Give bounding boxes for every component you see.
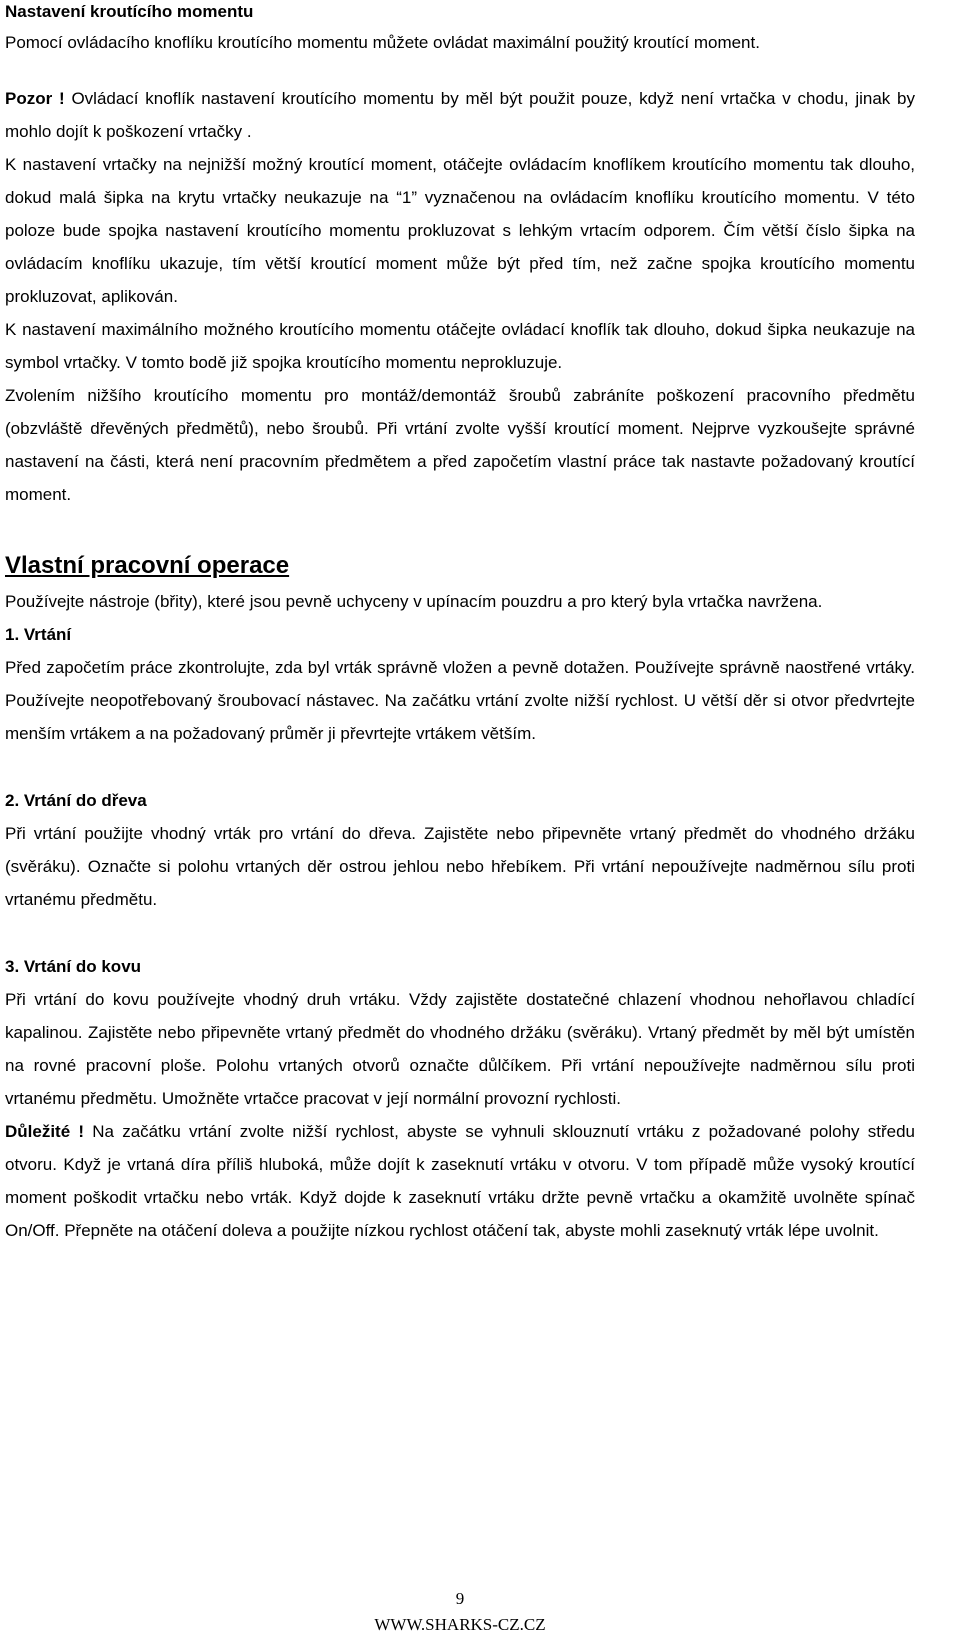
spacer [5,58,915,82]
document-page [5,0,915,1247]
important-note [5,1115,915,1247]
torque-paragraph-2: K nastavení maximálního možného kroutícího momentu otáčejte ovládací knoflík tak dlouho, dokud šipka neukazuje na symbol vrtačky. V tomto bodě již spojka kroutícího momentu neprokluzuje. [5,320,915,372]
torque-paragraph-1: K nastavení vrtačky na nejnižší možný kroutící moment, otáčejte ovládacím knoflíkem kroutícího momentu tak dlouho, dokud malá šipka na krytu vrtačky neukazuje na “1” vyznačenou na ovládacím knoflíku kroutícího momentu. V této poloze bude spojka nastavení kroutícího momentu prokluzovat s lehkým vrtacím odporem. Čím větší číslo šipka na ovládacím knoflíku ukazuje, tím větší kroutící moment může být před tím, než začne spojka kroutícího momentu prokluzovat, aplikován. [5,155,915,306]
spacer [5,750,915,784]
torque-title: Nastavení kroutícího momentu [5,2,254,21]
operations-title: Vlastní pracovní operace [5,552,290,579]
section-1-text: Před započetím práce zkontrolujte, zda byl vrták správně vložen a pevně dotažen. Používejte správně naostřené vrtáky. Používejte neopotřebovaný šroubovací nástavec. Na začátku vrtání zvolte nižší rychlost. U větší děr si otvor předvrtejte menším vrtákem a na požadovaný průměr ji převrtejte vrtákem větším. [5,658,915,743]
section-3-text: Při vrtání do kovu používejte vhodný druh vrtáku. Vždy zajistěte dostatečné chlazení vhodnou nehořlavou chladící kapalinou. Zajistěte nebo připevněte vrtaný předmět do vhodného držáku (svěráku). Vrtaný předmět by měl být umístěn na rovné pracovní ploše. Polohu vrtaných otvorů označte důlčíkem. Při vrtání nepoužívejte nadměrnou sílu proti vrtanému předmětu. Umožněte vrtačce pracovat v její normální provozní rychlosti. [5,990,915,1108]
torque-warning [5,82,915,148]
section-2-text: Při vrtání použijte vhodný vrták pro vrtání do dřeva. Zajistěte nebo připevněte vrtaný předmět do vhodného držáku (svěráku). Označte si polohu vrtaných děr ostrou jehlou nebo hřebíkem. Při vrtání nepoužívejte nadměrnou sílu proti vrtanému předmětu. [5,824,915,909]
spacer [5,511,915,551]
warning-text: Ovládací knoflík nastavení kroutícího momentu by měl být použit pouze, když není vrtačka v chodu, jinak by mohlo dojít k poškození vrtačky . [5,89,916,141]
torque-intro: Pomocí ovládacího knoflíku kroutícího momentu můžete ovládat maximální použitý kroutící moment. [5,33,760,52]
torque-paragraph-3: Zvolením nižšího kroutícího momentu pro montáž/demontáž šroubů zabráníte poškození pracovního předmětu (obzvláště dřevěných předmětů), nebo šroubů. Při vrtání zvolte vyšší kroutící moment. Nejprve vyzkoušejte správné nastavení na části, která není pracovním předmětem a před započetím vlastní práce tak nastavte požadovaný kroutící moment. [5,386,915,504]
section-2-title: 2. Vrtání do dřeva [5,791,147,810]
section-1-title: 1. Vrtání [5,625,72,644]
section-3-title: 3. Vrtání do kovu [5,957,142,976]
footer-website: WWW.SHARKS-CZ.CZ [374,1615,546,1634]
important-label: Důležité ! [5,1122,85,1141]
operations-intro: Používejte nástroje (břity), které jsou pevně uchyceny v upínacím pouzdru a pro který byla vrtačka navržena. [5,592,823,611]
important-text: Na začátku vrtání zvolte nižší rychlost, abyste se vyhnuli sklouznutí vrtáku z požadované polohy středu otvoru. Když je vrtaná díra příliš hluboká, může dojít k zaseknutí vrtáku v otvoru. V tom případě může vysoký kroutící moment poškodit vrtačku nebo vrták. Když dojde k zaseknutí vrtáku držte pevně vrtačku a okamžitě uvolněte spínač On/Off. Přepněte na otáčení doleva a použijte nízkou rychlost otáčení tak, abyste mohli zaseknutý vrták lépe uvolnit. [5,1122,915,1240]
page-number: 9 [455,1589,465,1608]
warning-label: Pozor ! [5,89,65,108]
spacer [5,916,915,950]
